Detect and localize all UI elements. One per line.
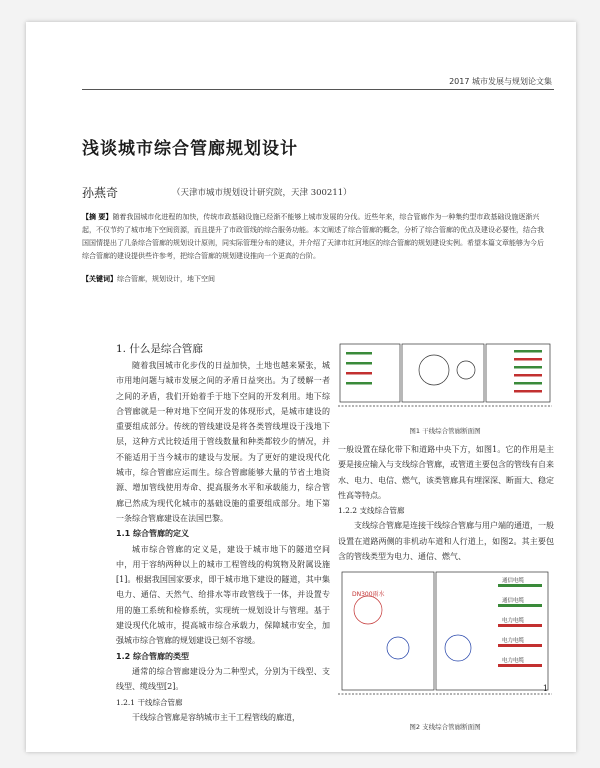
fig2-pipe-label: DN300雨水 — [352, 591, 385, 598]
paper-page — [26, 22, 576, 752]
fig2-tray-label: 电力电缆 — [502, 638, 525, 644]
fig2-pipe-red — [354, 596, 382, 624]
keywords-label: 【关键词】 — [82, 274, 117, 283]
fig2-tray-label: 电力电缆 — [502, 658, 525, 664]
fig2-tray-labels — [498, 576, 542, 667]
abstract — [82, 210, 550, 263]
subsection-1-1-title: 1.1 综合管廊的定义 — [116, 529, 189, 539]
fig2-pipe-blue — [387, 637, 409, 659]
figure-1-diagram — [338, 340, 552, 418]
author-name: 孙燕奇 — [82, 186, 119, 200]
fig1-pipe-small — [457, 361, 475, 379]
subsection-1-2-1-title: 1.2.1 干线综合管廊 — [116, 697, 183, 707]
left-column — [116, 358, 330, 725]
figure-2-diagram — [338, 570, 552, 698]
abstract-text: 随着我国城市化进程的加快，传统市政基础设施已经渐不能够上城市发展的分伐。近些年来，综合管廊作为一种集约型市政基础设施逐渐兴起，不仅节约了城市地下空间资源，而且提升了市政管线的综合服务功能。本文阐述了综合管廊的概念，分析了综合管廊的优点及建设必要性，结合我国国情提出了几条综合管廊的规划设计原则，同实际管理分布的建议，并介绍了天津市红河地区的综合管廊的规划建设实例。希望本篇文章能够为今后综合管廊的建设提供些许参考，把综合管廊的规划建设推向一个更高的台阶。 — [82, 213, 544, 260]
fig2-tray — [498, 664, 542, 667]
section-1-title: 1. 什么是综合管廊 — [116, 343, 203, 355]
subsection-1-2-2-title: 1.2.2 支线综合管廊 — [338, 506, 405, 516]
running-head: 2017 城市发展与规划论文集 — [449, 77, 552, 86]
subsection-1-2-2-text: 支线综合管廊是连接干线综合管廊与用户端的通道，一般设置在道路两侧的非机动车道和人行道上，如图2。其主要包含的管线类型为电力、通信、燃气、 — [338, 521, 554, 562]
fig2-tray — [498, 604, 542, 607]
figure-2-caption: 图2 支线综合管廊断面图 — [409, 723, 481, 731]
fig1-cell-center — [402, 344, 484, 402]
article-title: 浅谈城市综合管廊规划设计 — [82, 139, 298, 159]
subsection-1-1-text: 城市综合管廊的定义是，建设于城市地下的隧道空间中，用于容纳两种以上的城市工程管线的构筑物及附属设施[1]。根据我国国家要求，即于城市地下建设的隧道，其中集电力、通信、天然气、给排水等市政管线于一体，并设置专用的施工系统和检修系统，实现统一规划设计与管理。基于建设现代化城市，提高城市综合承载力，保障城市安全，加强城市综合管廊的规划建设已刻不容缓。 — [116, 544, 330, 646]
keywords-text: 综合管廊，规划设计，地下空间 — [117, 275, 215, 283]
subsection-1-2-1-text: 干线综合管廊是容纳城市主干工程管线的廊道， — [132, 712, 300, 722]
fig1-pipe-large — [419, 355, 449, 385]
fig2-cell-right — [436, 572, 548, 690]
fig1-right-trays — [514, 350, 542, 393]
fig2-tray-label: 通信电缆 — [502, 598, 525, 604]
fig2-tray — [498, 644, 542, 647]
fig2-tray-label: 电力电缆 — [502, 618, 525, 624]
right-column — [338, 442, 554, 564]
author-affiliation: （天津市城市规划设计研究院，天津 300211） — [172, 188, 352, 198]
header-rule — [82, 89, 554, 90]
fig2-tray — [498, 624, 542, 627]
right-column-paragraph: 一般设置在绿化带下和道路中央下方，如图1。它的作用是主要是接应输入与支线综合管廊，或管道主要包含的管线有自来水、电力、电信、燃气，该类管廊具有埋深深、断面大、稳定性高等特点。 — [338, 445, 554, 500]
fig2-tray — [498, 584, 542, 587]
abstract-label: 【摘 要】 — [82, 212, 113, 221]
fig2-tray-label: 通信电缆 — [502, 578, 525, 584]
keywords — [82, 273, 550, 285]
fig1-cell-right — [486, 344, 550, 402]
subsection-1-2-text: 通常的综合管廊建设分为二种型式，分别为干线型、支线型、缆线型[2]。 — [116, 666, 330, 692]
fig2-cell-left — [342, 572, 434, 690]
fig1-left-trays — [346, 352, 372, 385]
page-number: 1 — [542, 684, 548, 693]
figure-1-caption: 图1 干线综合管廊断面图 — [409, 427, 481, 435]
subsection-1-2-title: 1.2 综合管廊的类型 — [116, 651, 189, 661]
section-1-intro: 随着我国城市化步伐的日益加快，土地也越来紧张，城市用地问题与城市发展之间的矛盾日益突出。为了缓解一者之间的矛盾，我们开始着手于地下空间的开发利用。地下综合管廊就是一种对地下空间开发的体现形式，是城市建设的重要组成部分。传统的管线建设是将各类管线埋设于浅地下层，这种方式比较适用于管线数量和种类都较少的情况，并不能适用于当今城市的建设与发展。为了更好的建设现代化城市，综合管廊应运而生。综合管廊能够大量的节省土地资源、增加管线使用寿命、提高服务水平和承载能力，综合管廊已然成为现代化城市的基础设施的重要组成部分。地下第一条综合管廊建设在法国巴黎。 — [116, 361, 330, 523]
fig2-pipe-blue-large — [445, 635, 471, 661]
